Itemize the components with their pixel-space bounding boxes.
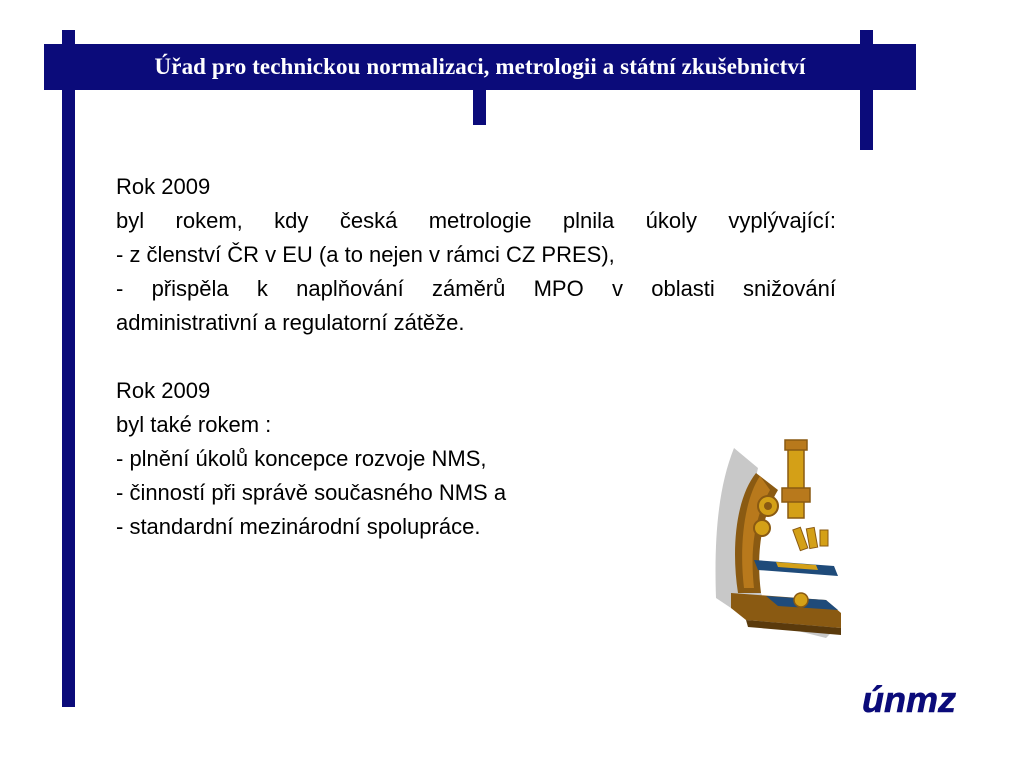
unmz-logo [858,676,978,720]
header-band [44,44,916,90]
logo-text: únmz [862,679,956,720]
block1-line-3: - z členství ČR v EU (a to nejen v rámci CZ PRES), [116,242,615,267]
block1-line-2: byl rokem, kdy česká metrologie plnila úkoly vyplývající: [116,208,836,233]
block2-line-3: - plnění úkolů koncepce rozvoje NMS, [116,446,487,471]
block1-line-1: Rok 2009 [116,174,211,199]
paragraph-gap [116,340,836,374]
block2-line-5: - standardní mezinárodní spolupráce. [116,514,481,539]
microscope-icon [706,428,866,643]
block2-line-1: Rok 2009 [116,378,211,403]
header-title: Úřad pro technickou normalizaci, metrologii a státní zkušebnictví [154,54,806,79]
left-vertical-bar [62,30,75,707]
block1-line-5: administrativní a regulatorní zátěže. [116,310,465,335]
block2-line-4: - činností při správě současného NMS a [116,480,507,505]
middle-vertical-bar [473,85,486,125]
block1-line-4: - přispěla k naplňování záměrů MPO v oblasti snižování [116,276,836,301]
block2-line-2: byl také rokem : [116,412,272,437]
